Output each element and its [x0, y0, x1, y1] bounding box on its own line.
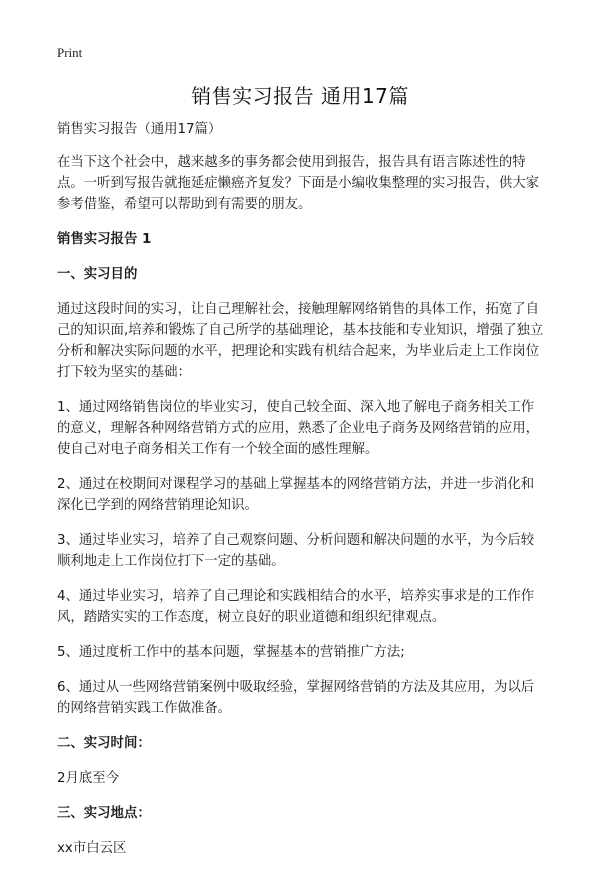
time-value: 2月底至今: [57, 771, 120, 786]
intro-paragraph: 在当下这个社会中，越来越多的事务都会使用到报告，报告具有语言陈述性的特点。一听到写报告就拖延症懒癌齐复发？下面是小编收集整理的实习报告，供大家参考借鉴，希望可以帮助到有需要的朋友。: [57, 155, 540, 212]
purpose-item: 3、通过毕业实习，培养了自己观察问题、分析问题和解决问题的水平，为今后较顺利地走上工作岗位打下一定的基础。: [57, 533, 535, 569]
purpose-item: 4、通过毕业实习，培养了自己理论和实践相结合的水平，培养实事求是的工作作风，踏踏实实的工作态度，树立良好的职业道德和组织纪律观点。: [57, 589, 535, 625]
purpose-item: 5、通过度析工作中的基本问题，掌握基本的营销推广方法;: [57, 645, 405, 660]
report-heading: 销售实习报告 1: [57, 232, 152, 247]
purpose-intro-paragraph: 通过这段时间的实习，让自己理解社会，接触理解网络销售的具体工作，拓宽了自己的知识面,培养和锻炼了自己所学的基础理论，基本技能和专业知识，增强了独立分析和解决实际问题的水平，把理论和实践有机结合起来，为毕业后走上工作岗位打下较为坚实的基础：: [57, 302, 544, 380]
section-heading-location: 三、实习地点：: [57, 806, 151, 821]
purpose-item: 1、通过网络销售岗位的毕业实习，使自己较全面、深入地了解电子商务相关工作的意义，理解各种网络营销方式的应用，熟悉了企业电子商务及网络营销的应用，使自己对电子商务相关工作有一个较全面的感性理解。: [57, 400, 540, 457]
purpose-item: 2、通过在校期间对课程学习的基础上掌握基本的网络营销方法，并进一步消化和深化已学到的网络营销理论知识。: [57, 477, 535, 513]
print-link[interactable]: Print: [57, 45, 83, 60]
document-body: [57, 119, 547, 873]
purpose-item: 6、通过从一些网络营销案例中吸取经验，掌握网络营销的方法及其应用，为以后的网络营销实践工作做准备。: [57, 680, 535, 716]
section-heading-purpose: 一、实习目的: [57, 267, 138, 282]
location-value: xx市白云区: [57, 841, 127, 856]
document-subtitle: 销售实习报告（通用17篇）: [57, 122, 222, 137]
section-heading-time: 二、实习时间：: [57, 736, 151, 751]
page-title: 销售实习报告 通用17篇: [191, 84, 409, 108]
